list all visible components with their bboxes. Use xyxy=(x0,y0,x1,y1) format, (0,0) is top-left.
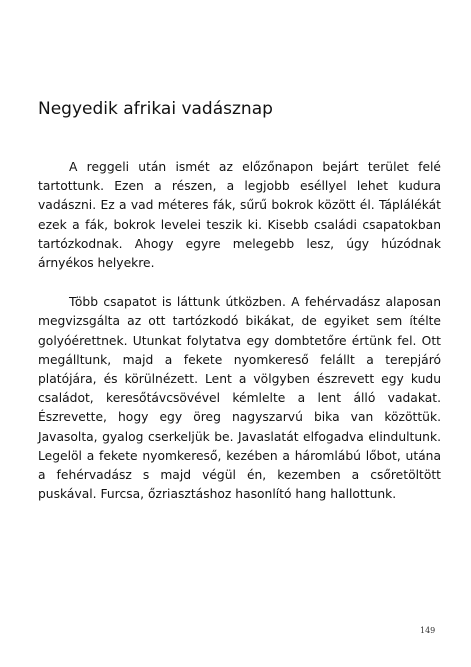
paragraph-1: A reggeli után ismét az előzőnapon bejárt terület felé tartottunk. Ezen a részen, a legjobb eséllyel lehet kudura vadászni. Ez a vad méteres fák, sűrű bokrok között él. Táplálékát ezek a fák, bokrok levelei teszik ki. Kisebb családi csapatokban tartózkodnak. Ahogy egyre melegebb lesz, úgy húzódnak árnyékos helyekre. xyxy=(38,160,441,271)
chapter-title: Negyedik afrikai vadásznap xyxy=(38,99,273,119)
chapter-body xyxy=(38,158,441,504)
paragraph-2: Több csapatot is láttunk útközben. A fehérvadász alaposan megvizsgálta az ott tartózkodó bikákat, de egyiket sem ítélte golyóérettnek. Utunkat folytatva egy dombtetőre értünk fel. Ott megálltunk, majd a fekete nyomkereső felállt a terepjáró platójára, és körülnézett. Lent a völgyben észrevett egy kudu családot, keresőtávcsövével kémlelte a lent álló vadakat. Észrevette, hogy egy öreg nagyszarvú bika van közöttük. Javasolta, gyalog cserkeljük be. Javaslatát elfogadva elindultunk. Legelöl a fekete nyomkereső, kezében a háromlábú lőbot, utána a fehérvadász s majd végül én, kezemben a csőretöltött puskával. Furcsa, őzriasztáshoz hasonlító hang hallottunk. xyxy=(38,295,441,502)
page-number: 149 xyxy=(420,626,436,635)
